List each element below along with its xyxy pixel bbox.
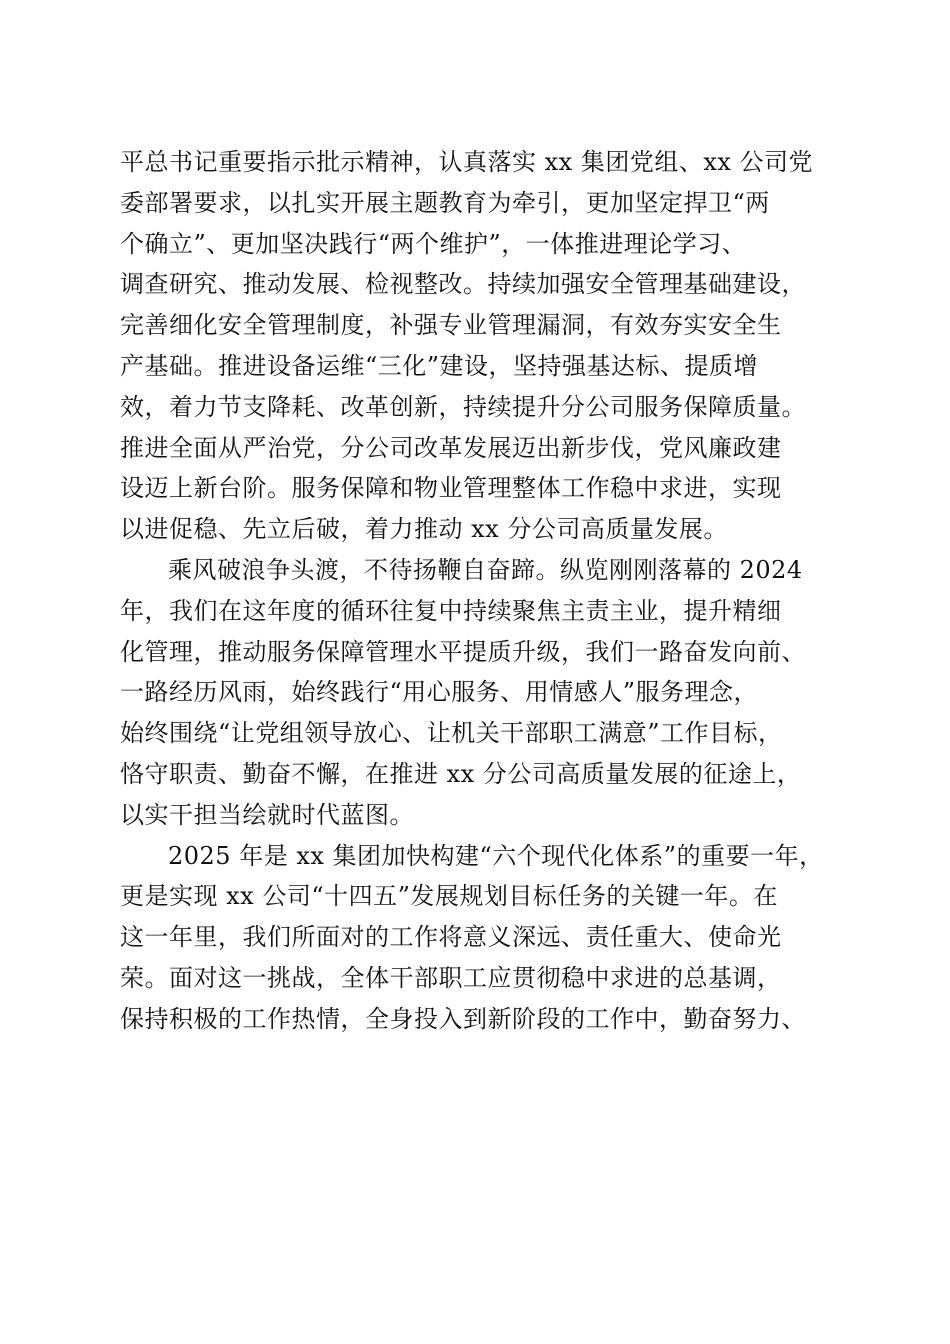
text-line: 个确立”、更加坚决践行“两个维护”，一体推进理论学习、 — [120, 229, 747, 258]
text-line: 完善细化安全管理制度，补强专业管理漏洞，有效夯实安全生 — [120, 311, 782, 340]
text-line: 乘风破浪争头渡，不待扬鞭自奋蹄。纵览刚刚落幕的 2024 — [168, 555, 803, 584]
text-line: 推进全面从严治党，分公司改革发展迈出新步伐，党风廉政建 — [120, 433, 782, 462]
body-text — [120, 142, 840, 1040]
text-line: 这一年里，我们所面对的工作将意义深远、责任重大、使命光 — [120, 923, 782, 952]
text-line: 年，我们在这年度的循环往复中持续聚焦主责主业，提升精细 — [120, 596, 782, 625]
text-line: 委部署要求，以扎实开展主题教育为牵引，更加坚定捍卫“两 — [120, 188, 770, 217]
text-line: 2025 年是 xx 集团加快构建“六个现代化体系”的重要一年， — [168, 841, 824, 870]
text-line: 更是实现 xx 公司“十四五”发展规划目标任务的关键一年。在 — [120, 882, 778, 911]
text-line: 一路经历风雨，始终践行“用心服务、用情感人”服务理念， — [120, 678, 759, 707]
text-line: 平总书记重要指示批示精神，认真落实 xx 集团党组、xx 公司党 — [120, 148, 814, 176]
text-line: 化管理，推动服务保障管理水平提质升级，我们一路奋发向前、 — [120, 637, 806, 666]
text-line: 以实干担当绘就时代蓝图。 — [120, 800, 414, 829]
text-line: 设迈上新台阶。服务保障和物业管理整体工作稳中求进，实现 — [120, 474, 782, 503]
text-line: 始终围绕“让党组领导放心、让机关干部职工满意”工作目标， — [120, 719, 783, 748]
text-line: 恪守职责、勤奋不懈，在推进 xx 分公司高质量发展的征途上， — [120, 759, 802, 788]
text-line: 效，着力节支降耗、改革创新，持续提升分公司服务保障质量。 — [120, 392, 806, 421]
text-line: 保持积极的工作热情，全身投入到新阶段的工作中，勤奋努力、 — [120, 1004, 806, 1033]
text-line: 调查研究、推动发展、检视整改。持续加强安全管理基础建设， — [120, 270, 806, 299]
text-line: 产基础。推进设备运维“三化”建设，坚持强基达标、提质增 — [120, 351, 759, 380]
text-line: 以进促稳、先立后破，着力推动 xx 分公司高质量发展。 — [120, 515, 728, 544]
text-line: 荣。面对这一挑战，全体干部职工应贯彻稳中求进的总基调， — [120, 963, 782, 992]
